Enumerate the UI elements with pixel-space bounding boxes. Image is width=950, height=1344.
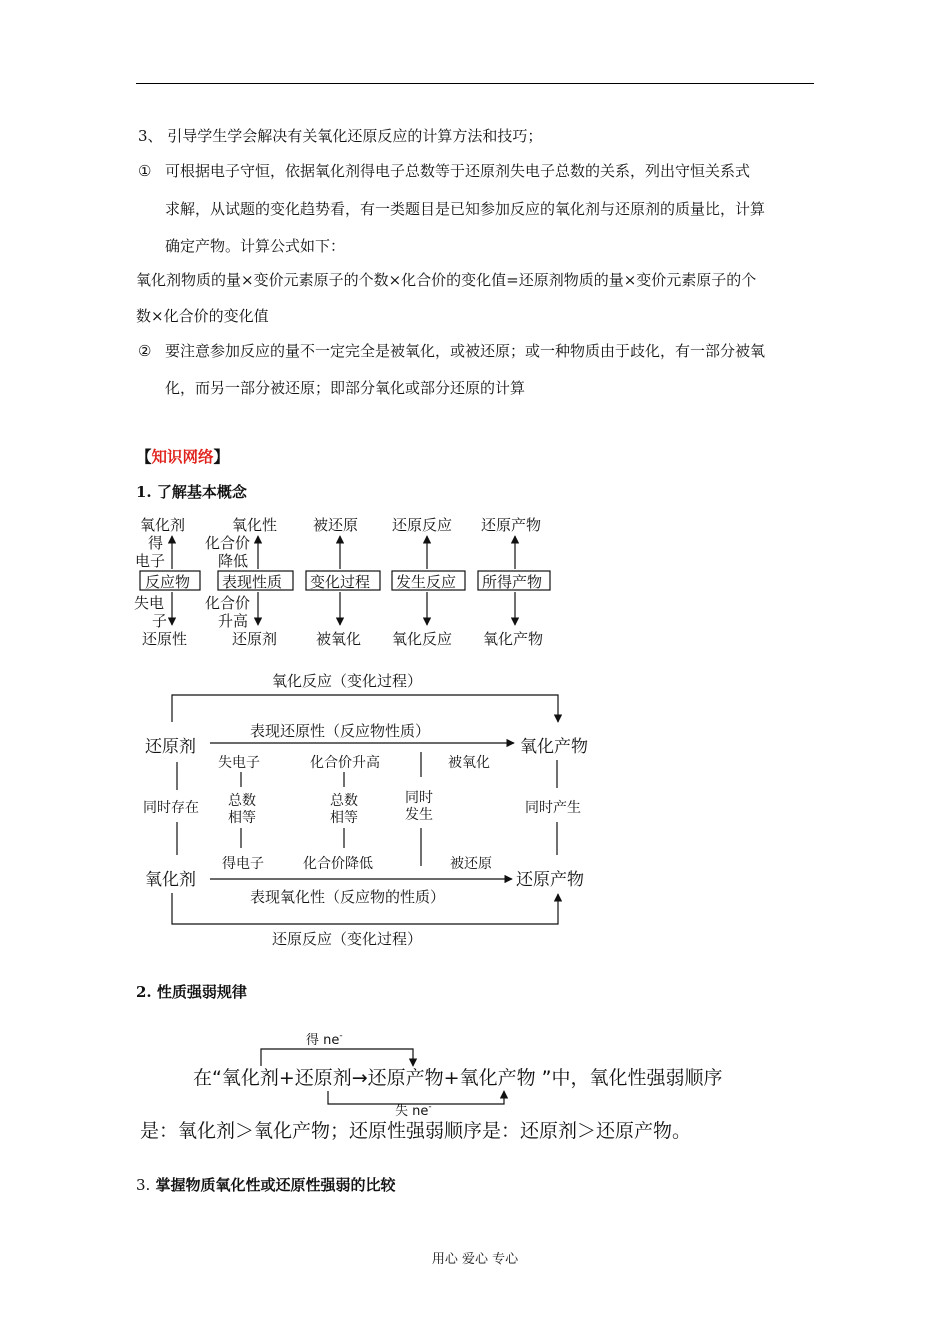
d2-oxidized-product: 氧化产物 bbox=[520, 737, 588, 757]
d1-process: 变化过程 bbox=[310, 573, 371, 591]
d1-valence1: 化合价 bbox=[205, 534, 251, 552]
d2-top-loop-label: 氧化反应（变化过程） bbox=[272, 672, 423, 690]
d2-bottom-loop-label: 还原反应（变化过程） bbox=[272, 930, 423, 948]
item-3-text: 3、 引导学生学会解决有关氧化还原反应的计算方法和技巧； bbox=[138, 127, 543, 145]
d3-line-2: 是：氧化剂＞氧化产物；还原性强弱顺序是：还原剂＞还原产物。 bbox=[140, 1120, 692, 1142]
d1-oxidizing: 氧化性 bbox=[232, 516, 278, 534]
d3-gain-sup: - bbox=[339, 1031, 343, 1041]
circle-2-line-1: 要注意参加反应的量不一定完全是被氧化，或被还原；或一种物质由于歧化，有一部分被氧 bbox=[165, 342, 766, 360]
d3-lose-label bbox=[395, 1102, 432, 1119]
circle-1-line-1: 可根据电子守恒，依据氧化剂得电子总数等于还原剂失电子总数的关系，列出守恒关系式 bbox=[165, 162, 751, 180]
subheading-2 bbox=[136, 981, 247, 1002]
d1-reduction-reaction: 还原反应 bbox=[392, 516, 453, 534]
d2-valence-down: 化合价降低 bbox=[303, 856, 373, 872]
d2-oxidized: 被氧化 bbox=[448, 755, 490, 771]
d1-reactant: 反应物 bbox=[145, 573, 191, 591]
d1-product: 所得产物 bbox=[482, 573, 543, 591]
d2-equal-2: 相等 bbox=[330, 810, 358, 826]
d2-reduced: 被还原 bbox=[450, 856, 492, 872]
circle-1-marker: ① bbox=[138, 162, 152, 180]
d1-oxidized: 被氧化 bbox=[316, 630, 362, 648]
section-title: 知识网络 bbox=[151, 447, 214, 466]
d2-simul-1: 同时 bbox=[405, 790, 433, 806]
d1-reducing: 还原性 bbox=[142, 630, 188, 648]
subheading-3 bbox=[136, 1174, 396, 1195]
circle-1-line-2: 求解，从试题的变化趋势看，有一类题目是已知参加反应的氧化剂与还原剂的质量比，计算 bbox=[165, 200, 766, 218]
subheading-2-number: 2. bbox=[136, 983, 152, 1001]
d1-oxidant: 氧化剂 bbox=[140, 516, 186, 534]
d2-reduced-product: 还原产物 bbox=[516, 870, 584, 890]
subheading-2-title: 性质强弱规律 bbox=[151, 983, 247, 1001]
d2-lose-electron: 失电子 bbox=[218, 755, 260, 771]
d2-co-produce: 同时产生 bbox=[525, 800, 581, 816]
formula-line-1: 氧化剂物质的量×变价元素原子的个数×化合价的变化值=还原剂物质的量×变价元素原子的个 bbox=[136, 271, 757, 289]
d1-reaction: 发生反应 bbox=[396, 573, 457, 591]
subheading-1-title: 了解基本概念 bbox=[151, 483, 247, 501]
d1-lose2: 子 bbox=[152, 612, 168, 630]
d2-reductant: 还原剂 bbox=[145, 737, 196, 757]
page-footer: 用心 爱心 专心 bbox=[431, 1252, 519, 1267]
d1-oxidation-product: 氧化产物 bbox=[483, 630, 544, 648]
d3-line-1: 在“氧化剂+还原剂→还原产物+氧化产物 ”中，氧化性强弱顺序 bbox=[193, 1067, 723, 1089]
d1-property: 表现性质 bbox=[222, 573, 283, 591]
d1-gain: 得 bbox=[148, 534, 164, 552]
d2-coexist: 同时存在 bbox=[143, 800, 199, 816]
d2-total-1: 总数 bbox=[228, 793, 256, 809]
circle-1-line-3: 确定产物。计算公式如下： bbox=[165, 237, 346, 255]
d3-gain-arrow bbox=[261, 1049, 413, 1066]
circle-2-marker: ② bbox=[138, 342, 152, 360]
d3-lose-text: 失 ne bbox=[395, 1104, 429, 1119]
subheading-3-number: 3. bbox=[136, 1176, 151, 1194]
formula-line-2: 数×化合价的变化值 bbox=[136, 307, 269, 325]
d3-lose-sup: - bbox=[428, 1102, 432, 1112]
d1-decrease: 降低 bbox=[218, 552, 249, 570]
d1-reductant: 还原剂 bbox=[232, 630, 278, 648]
subheading-1-number: 1. bbox=[136, 483, 152, 501]
d2-oxidant: 氧化剂 bbox=[145, 870, 196, 890]
redox-relationship-diagram bbox=[143, 672, 588, 948]
d1-reduction-product: 还原产物 bbox=[481, 516, 542, 534]
d1-reduced: 被还原 bbox=[313, 516, 359, 534]
subheading-3-title: 掌握物质氧化性或还原性强弱的比较 bbox=[150, 1176, 396, 1194]
d2-simul-2: 发生 bbox=[405, 807, 433, 823]
d2-upper-arrow-label: 表现还原性（反应物性质） bbox=[250, 722, 431, 740]
d1-increase: 升高 bbox=[218, 612, 249, 630]
bracket-open: 【 bbox=[136, 447, 152, 466]
strength-rule-diagram bbox=[140, 1031, 723, 1142]
d2-total-2: 总数 bbox=[330, 793, 358, 809]
d2-top-loop-arrow bbox=[172, 695, 558, 722]
d2-equal-1: 相等 bbox=[228, 810, 256, 826]
d2-gain-electron: 得电子 bbox=[222, 856, 264, 872]
d1-electron: 电子 bbox=[135, 552, 166, 570]
circle-2-line-2: 化，而另一部分被还原；即部分氧化或部分还原的计算 bbox=[165, 379, 526, 397]
d2-lower-arrow-label: 表现氧化性（反应物的性质） bbox=[250, 888, 446, 906]
d2-valence-up: 化合价升高 bbox=[310, 755, 380, 771]
d3-gain-label bbox=[306, 1031, 343, 1048]
d1-oxidation-reaction: 氧化反应 bbox=[392, 630, 453, 648]
d1-lose: 失电 bbox=[134, 594, 165, 612]
d1-valence2: 化合价 bbox=[205, 594, 251, 612]
bracket-close: 】 bbox=[213, 447, 230, 466]
d3-lose-arrow bbox=[328, 1091, 504, 1104]
d3-gain-text: 得 ne bbox=[306, 1033, 340, 1048]
